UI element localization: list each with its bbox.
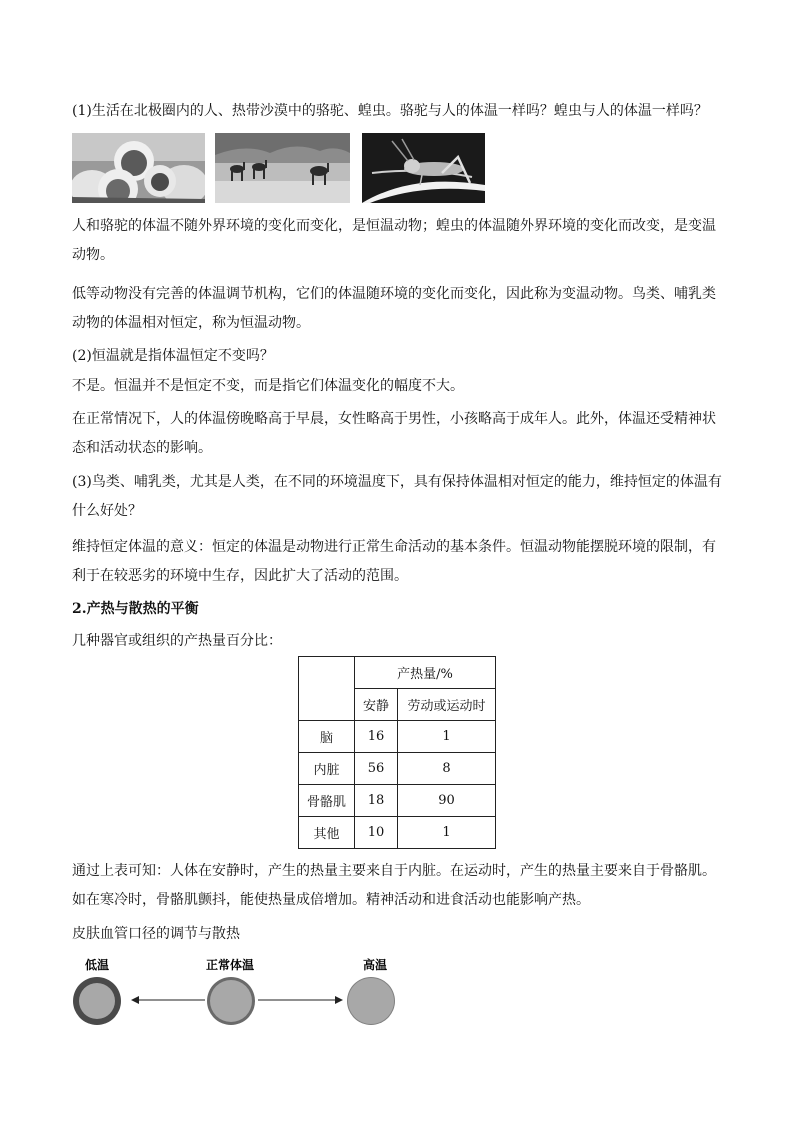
high-temp-vessel bbox=[347, 977, 395, 1025]
active-value-cell: 8 bbox=[398, 753, 496, 785]
rest-value-cell: 18 bbox=[355, 785, 398, 817]
rest-value-cell: 56 bbox=[355, 753, 398, 785]
low-temp-label: 低温 bbox=[84, 958, 110, 972]
diagram-title: 皮肤血管口径的调节与散热 bbox=[72, 926, 240, 942]
table-corner-cell bbox=[299, 657, 355, 721]
rest-value-cell: 10 bbox=[355, 817, 398, 849]
section-heading: 2.产热与散热的平衡 bbox=[72, 601, 199, 617]
question-1: (1)生活在北极圈内的人、热带沙漠中的骆驼、蝗虫。骆驼与人的体温一样吗？蝗虫与人的体温一样吗？ bbox=[72, 103, 708, 119]
desert-camels-photo bbox=[215, 133, 350, 203]
rest-value-cell: 16 bbox=[355, 721, 398, 753]
photo-strip bbox=[72, 133, 492, 205]
active-value-cell: 90 bbox=[398, 785, 496, 817]
table-row bbox=[299, 753, 496, 785]
heat-production-table bbox=[298, 656, 496, 849]
high-temp-label: 高温 bbox=[362, 958, 388, 972]
answer-2: 不是。恒温并不是恒定不变，而是指它们体温变化的幅度不大。 bbox=[72, 378, 464, 394]
table-group-header: 产热量/% bbox=[355, 657, 496, 689]
answer-1: 人和骆驼的体温不随外界环境的变化而变化，是恒温动物；蝗虫的体温随外界环境的变化而改变，是变温动物。 bbox=[72, 218, 716, 263]
table-row bbox=[299, 817, 496, 849]
organ-cell: 其他 bbox=[299, 817, 355, 849]
answer-1-detail: 低等动物没有完善的体温调节机构，它们的体温随环境的变化而变化，因此称为变温动物。鸟类、哺乳类动物的体温相对恒定，称为恒温动物。 bbox=[72, 286, 716, 331]
organ-cell: 内脏 bbox=[299, 753, 355, 785]
answer-2-detail: 在正常情况下，人的体温傍晚略高于早晨，女性略高于男性，小孩略高于成年人。此外，体温还受精神状态和活动状态的影响。 bbox=[72, 411, 716, 456]
active-value-cell: 1 bbox=[398, 817, 496, 849]
normal-temp-label: 正常体温 bbox=[205, 958, 255, 972]
arctic-people-photo bbox=[72, 133, 205, 203]
normal-temp-vessel bbox=[207, 977, 255, 1025]
organ-cell: 脑 bbox=[299, 721, 355, 753]
question-3: (3)鸟类、哺乳类，尤其是人类，在不同的环境温度下，具有保持体温相对恒定的能力，维持恒定的体温有什么好处？ bbox=[72, 474, 722, 519]
active-value-cell: 1 bbox=[398, 721, 496, 753]
table-header-active: 劳动或运动时 bbox=[398, 689, 496, 721]
table-conclusion: 通过上表可知：人体在安静时，产生的热量主要来自于内脏。在运动时，产生的热量主要来自于骨骼肌。如在寒冷时，骨骼肌颤抖，能使热量成倍增加。精神活动和进食活动也能影响产热。 bbox=[72, 863, 716, 908]
table-row bbox=[299, 785, 496, 817]
vessel-diameter-diagram bbox=[60, 955, 420, 1035]
table-intro: 几种器官或组织的产热量百分比： bbox=[72, 633, 282, 649]
question-2: (2)恒温就是指体温恒定不变吗？ bbox=[72, 348, 274, 364]
locust-photo bbox=[362, 133, 485, 203]
organ-cell: 骨骼肌 bbox=[299, 785, 355, 817]
answer-3: 维持恒定体温的意义：恒定的体温是动物进行正常生命活动的基本条件。恒温动物能摆脱环境的限制，有利于在较恶劣的环境中生存，因此扩大了活动的范围。 bbox=[72, 539, 716, 584]
table-row bbox=[299, 721, 496, 753]
low-temp-vessel bbox=[73, 977, 121, 1025]
table-header-rest: 安静 bbox=[355, 689, 398, 721]
